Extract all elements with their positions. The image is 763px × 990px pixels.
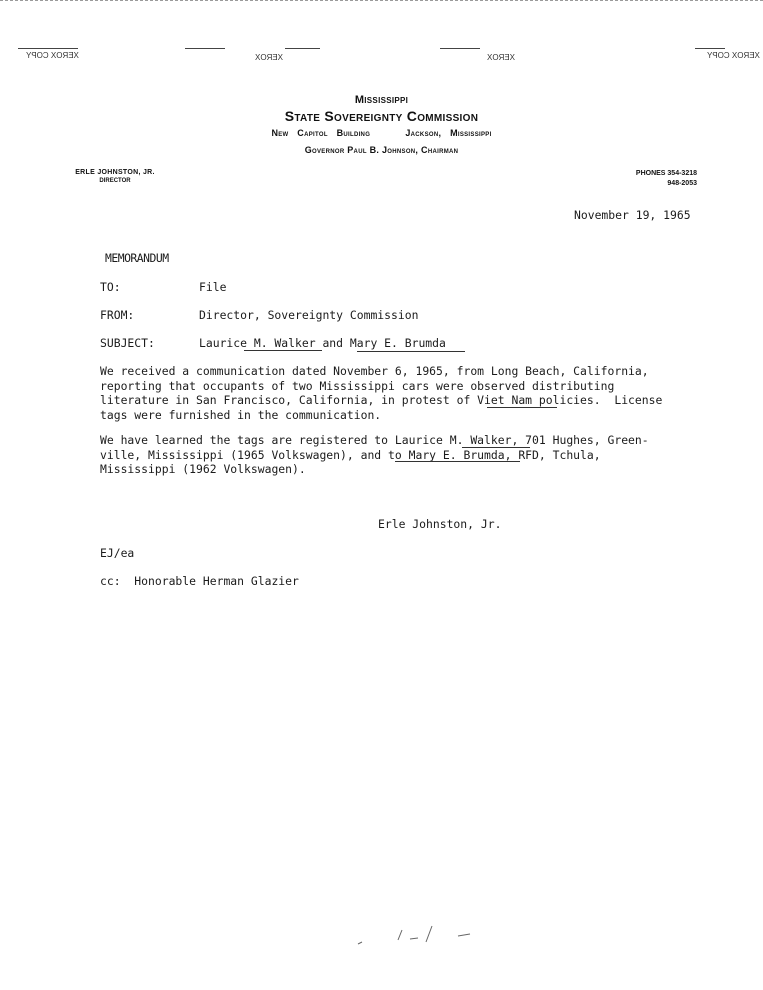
copy-edge-line [440,48,480,49]
subject-value: Laurice M. Walker and Mary E. Brumda [199,336,446,350]
copy-edge-line [285,48,320,49]
phone-line-2: 948-2053 [667,180,697,187]
page-border [0,0,763,1]
carbon-copy-line: cc: Honorable Herman Glazier [100,574,299,588]
subject-label: SUBJECT: [100,336,155,350]
handwritten-underline [357,351,465,352]
phones-block [636,169,697,189]
handwritten-underline [244,350,322,351]
copy-edge-line [185,48,225,49]
from-label: FROM: [100,308,135,322]
memo-paragraph-2: We have learned the tags are registered to Laurice M. Walker, 701 Hughes, Green- ville, Mississippi (1965 Volkswagen), and to Mary E. Brumda, RFD, Tchula, Mississippi (1962 Volkswagen). [100,433,649,477]
letterhead-address: New Capitol Building Jackson, Mississippi [271,128,492,138]
xerox-mark: XEROX [487,53,516,62]
signature: Erle Johnston, Jr. [378,517,502,531]
to-value: File [199,280,227,294]
letterhead-state: Mississippi [354,94,409,106]
from-value: Director, Sovereignty Commission [199,308,419,322]
xerox-mark: XEROX COPY [707,51,760,60]
director-title: DIRECTOR [99,178,131,184]
handwritten-underline [462,447,530,448]
copy-edge-line [18,48,78,49]
phone-line-1: PHONES 354-3218 [635,170,697,177]
xerox-copy-marks [0,36,763,76]
memo-heading: MEMORANDUM [105,251,169,265]
letterhead-governor: Governor Paul B. Johnson, Chairman [304,145,459,155]
memo-date: November 19, 1965 [574,208,691,222]
xerox-mark: XEROX COPY [26,51,79,60]
typist-initials: EJ/ea [100,546,135,560]
handwritten-underline [395,461,520,462]
to-label: TO: [100,280,121,294]
director-name: ERLE JOHNSTON, JR. [75,169,155,176]
xerox-mark: XEROX [255,53,284,62]
handwritten-underline [487,407,557,408]
letterhead-commission: State Sovereignty Commission [284,108,479,124]
memo-paragraph-1: We received a communication dated November 6, 1965, from Long Beach, California, reporting that occupants of two Mississippi cars were observed distributing literature in San Francisco, California, in protest of Viet Nam policies. License tags were furnished in the communication. [100,364,663,422]
director-block [60,169,170,184]
copy-edge-line [695,48,725,49]
stray-pen-marks [340,922,490,952]
